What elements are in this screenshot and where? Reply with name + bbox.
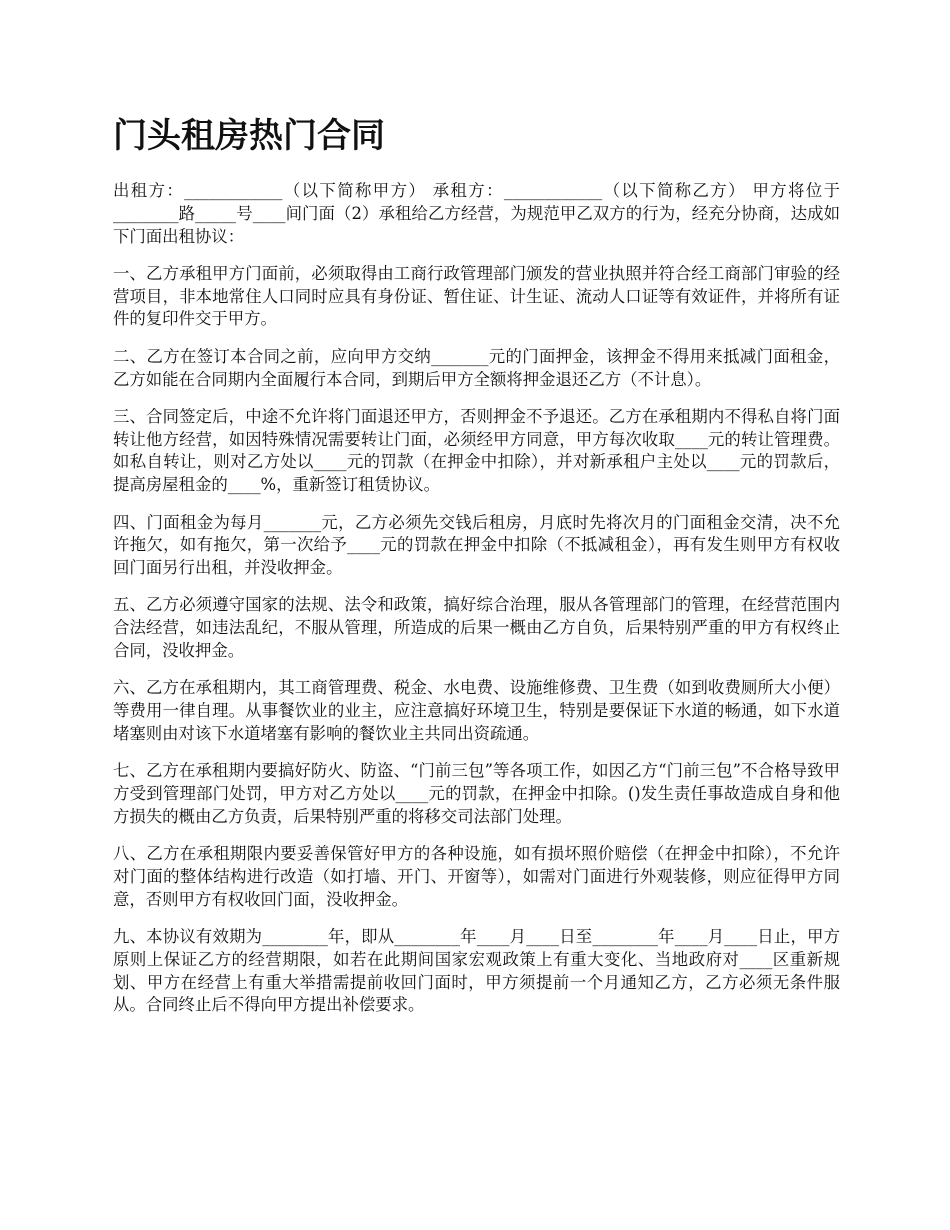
clause-5: 五、乙方必须遵守国家的法规、法令和政策，搞好综合治理，服从各管理部门的管理，在经营范围内合法经营，如违法乱纪，不服从管理，所造成的后果一概由乙方自负，后果特别严重的甲方有权终止合同，没收押金。 — [113, 595, 840, 661]
clause-4: 四、门面租金为每月_______元，乙方必须先交钱后租房，月底时先将次月的门面租金交清，决不允许拖欠，如有拖欠，第一次给予____元的罚款在押金中扣除（不抵减租金），再有发生则甲方有权收回门面另行出租，并没收押金。 — [113, 512, 840, 578]
clause-3: 三、合同签定后，中途不允许将门面退还甲方，否则押金不予退还。乙方在承租期内不得私自将门面转让他方经营，如因特殊情况需要转让门面，必须经甲方同意，甲方每次收取____元的转让管理费。如私自转让，则对乙方处以____元的罚款（在押金中扣除），并对新承租户主处以____元的罚款后，提高房屋租金的____%，重新签订租赁协议。 — [113, 406, 840, 495]
clause-8: 八、乙方在承租期限内要妥善保管好甲方的各种设施，如有损坏照价赔偿（在押金中扣除），不允许对门面的整体结构进行改造（如打墙、开门、开窗等），如需对门面进行外观装修，则应征得甲方同意，否则甲方有权收回门面，没收押金。 — [113, 844, 840, 909]
clause-9: 九、本协议有效期为________年，即从________年____月____日至________年____月____日止，甲方原则上保证乙方的经营期限，如若在此期间国家宏观政策上有重大变化、当地政府对____区重新规划、甲方在经营上有重大举措需提前收回门面时，甲方须提前一个月通知乙方，乙方必须无条件服从。合同终止后不得向甲方提出补偿要求。 — [113, 927, 840, 1015]
document-body — [113, 180, 840, 1032]
intro-paragraph: 出租方：____________（以下简称甲方） 承租方：____________（以下简称乙方） 甲方将位于________路_____号____间门面（2）承租给乙方经营，为规范甲乙双方的行为，经充分协商，达成如下门面出租协议： — [113, 181, 840, 246]
document-title: 门头租房热门合同 — [113, 116, 385, 156]
clause-1: 一、乙方承租甲方门面前，必须取得由工商行政管理部门颁发的营业执照并符合经工商部门审验的经营项目，非本地常住人口同时应具有身份证、暂住证、计生证、流动人口证等有效证件，并将所有证件的复印件交于甲方。 — [113, 263, 840, 329]
clause-6: 六、乙方在承租期内，其工商管理费、税金、水电费、设施维修费、卫生费（如到收费厕所大小便）等费用一律自理。从事餐饮业的业主，应注意搞好环境卫生，特别是要保证下水道的畅通，如下水道堵塞则由对该下水道堵塞有影响的餐饮业主共同出资疏通。 — [113, 678, 840, 743]
clause-2: 二、乙方在签订本合同之前，应向甲方交纳_______元的门面押金，该押金不得用来抵减门面租金，乙方如能在合同期内全面履行本合同，到期后甲方全额将押金退还乙方（不计息）。 — [113, 346, 840, 389]
clause-7: 七、乙方在承租期内要搞好防火、防盗、“门前三包”等各项工作，如因乙方“门前三包”不合格导致甲方受到管理部门处罚，甲方对乙方处以____元的罚款，在押金中扣除。()发生责任事故造成自身和他方损失的概由乙方负责，后果特别严重的将移交司法部门处理。 — [113, 761, 840, 826]
